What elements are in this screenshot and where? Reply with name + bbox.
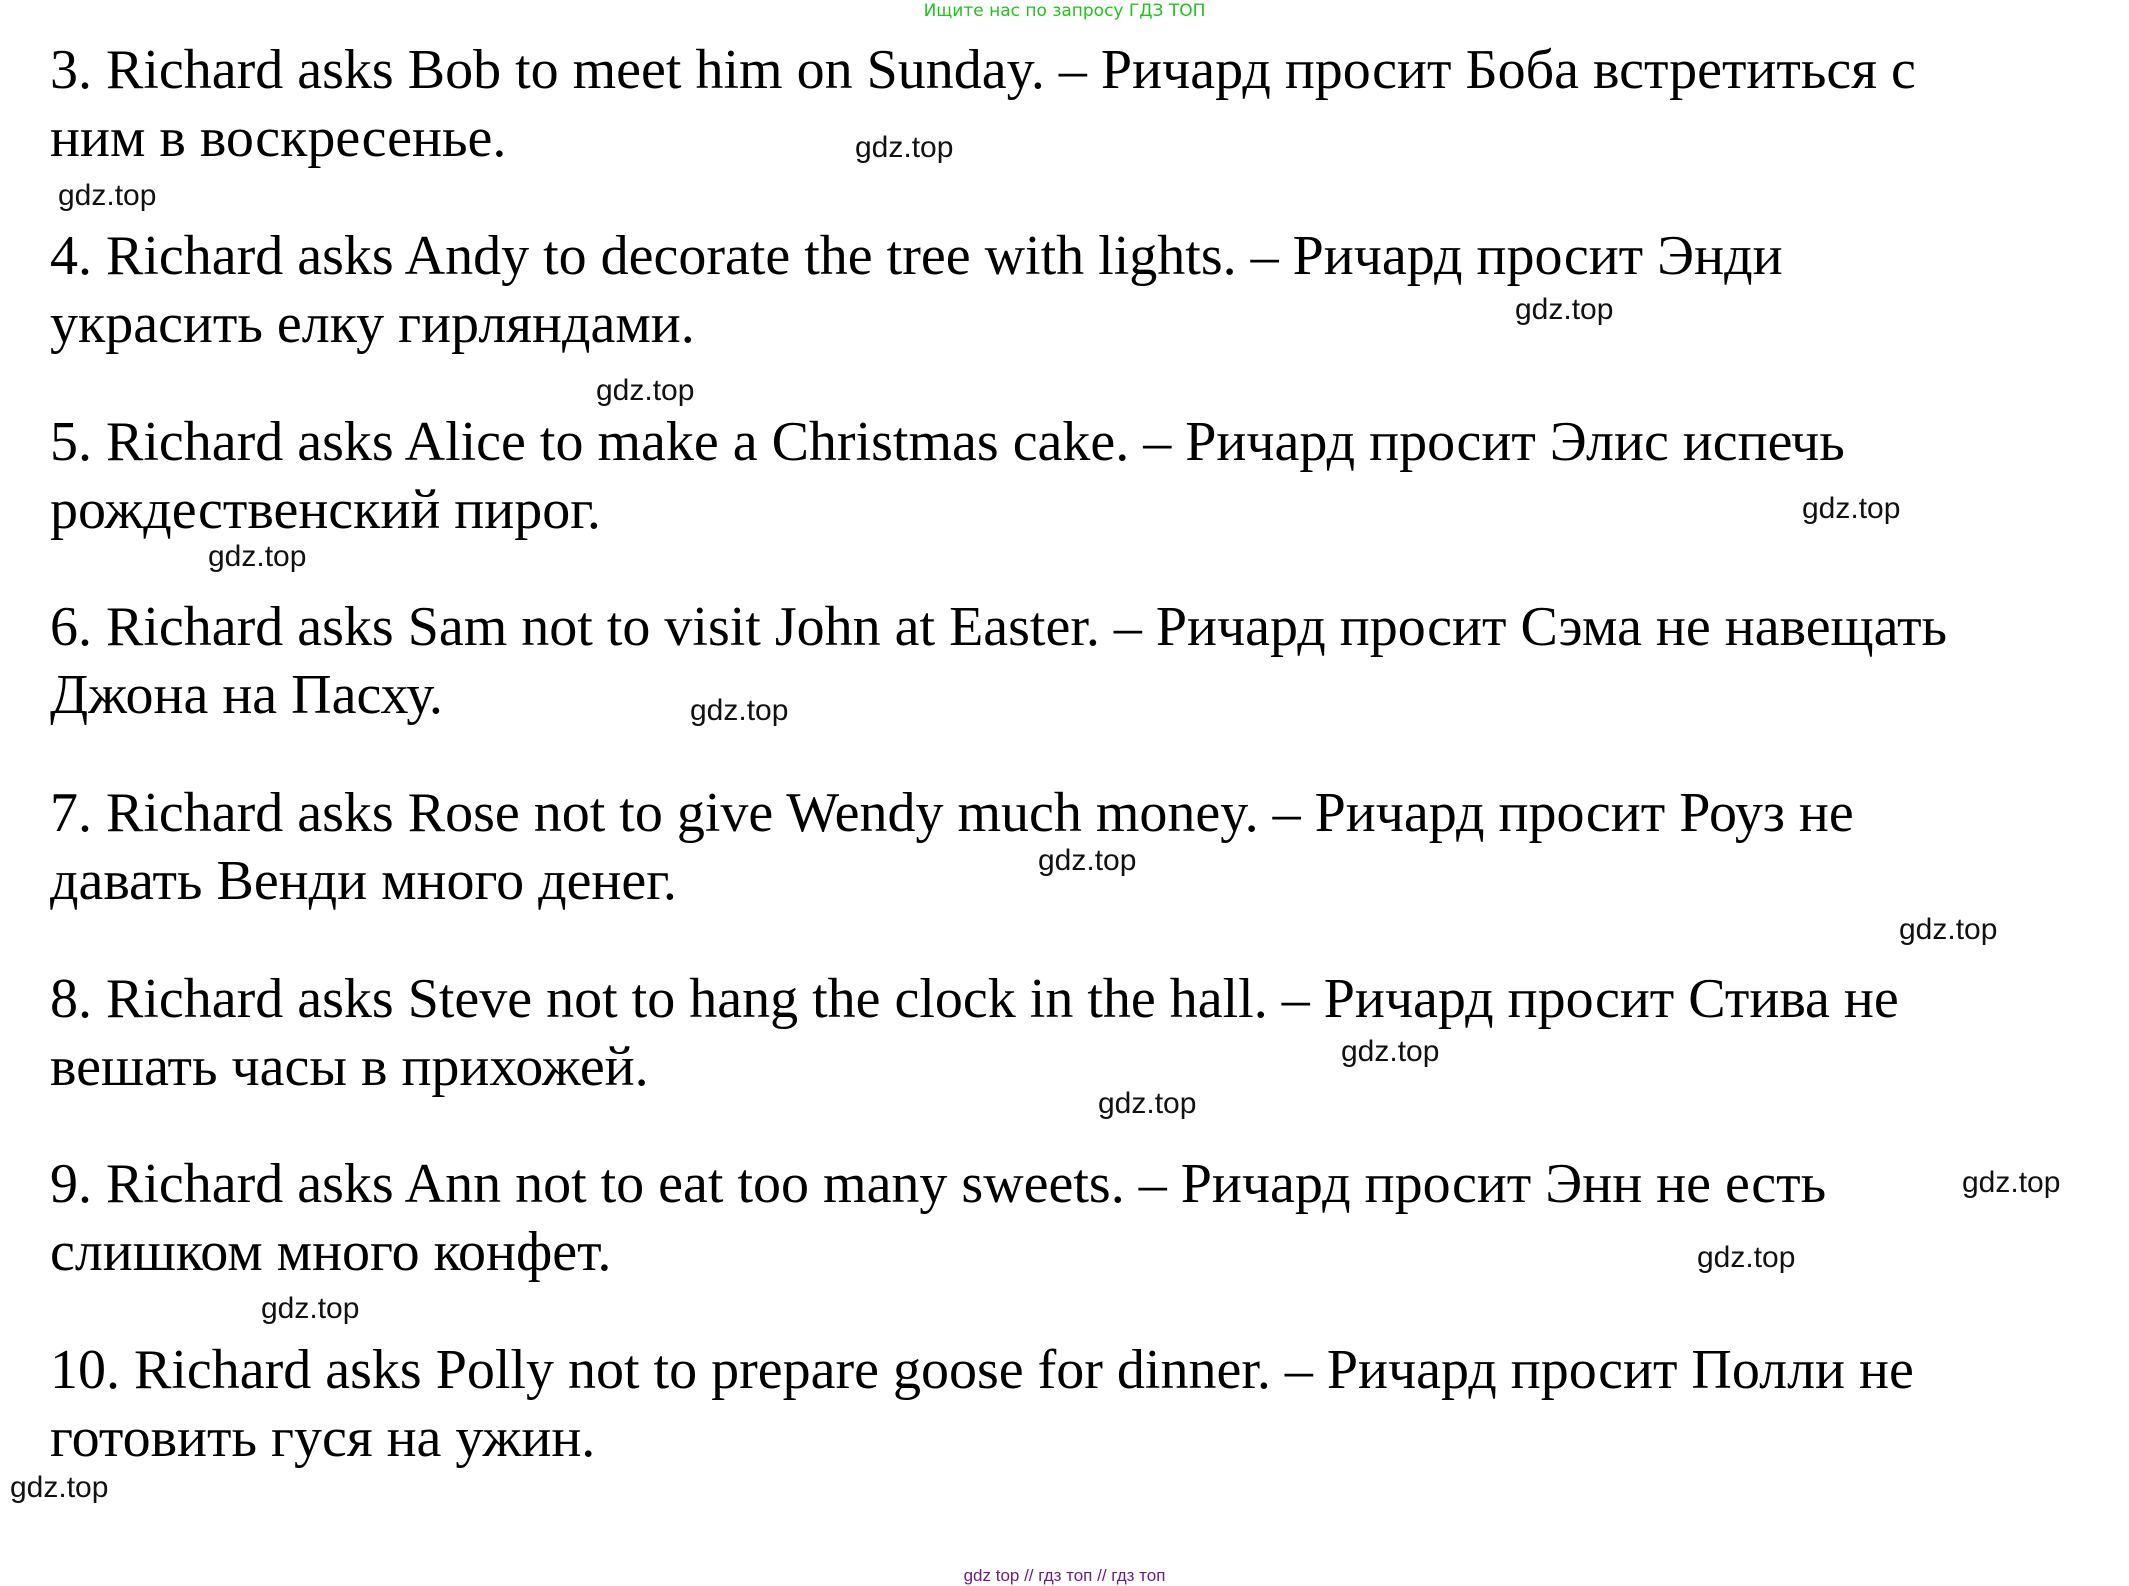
watermark: gdz.top bbox=[10, 1471, 109, 1504]
watermark: gdz.top bbox=[261, 1292, 360, 1325]
sentence-9-line-2: слишком много конфет. bbox=[50, 1221, 612, 1283]
sentence-8-line-2: вешать часы в прихожей. bbox=[50, 1036, 649, 1098]
sentence-3-line-2: ним в воскресенье. bbox=[50, 107, 507, 169]
sentence-10-line-1: 10. Richard asks Polly not to prepare goose for dinner. – Ричард просит Полли не bbox=[50, 1339, 1914, 1401]
watermark: gdz.top bbox=[855, 131, 954, 164]
sentence-4-line-1: 4. Richard asks Andy to decorate the tree with lights. – Ричард просит Энди bbox=[50, 225, 1783, 287]
sentence-9-line-1: 9. Richard asks Ann not to eat too many sweets. – Ричард просит Энн не есть bbox=[50, 1153, 1827, 1215]
watermark: gdz.top bbox=[1515, 293, 1614, 326]
footer-links[interactable]: gdz top // гдз топ // гдз топ bbox=[963, 1566, 1166, 1585]
watermark: gdz.top bbox=[208, 540, 307, 573]
sentence-6-line-2: Джона на Пасху. bbox=[50, 664, 443, 726]
sentence-10-line-2: готовить гуся на ужин. bbox=[50, 1407, 596, 1469]
watermark: gdz.top bbox=[1098, 1087, 1197, 1120]
sentence-6-line-1: 6. Richard asks Sam not to visit John at Easter. – Ричард просит Сэма не навещать bbox=[50, 596, 1948, 658]
watermark: gdz.top bbox=[1038, 844, 1137, 877]
sentence-3-line-1: 3. Richard asks Bob to meet him on Sunday. – Ричард просит Боба встретиться с bbox=[50, 39, 1916, 101]
sentence-8-line-1: 8. Richard asks Steve not to hang the clock in the hall. – Ричард просит Стива не bbox=[50, 968, 1899, 1030]
sentence-5-line-1: 5. Richard asks Alice to make a Christmas cake. – Ричард просит Элис испечь bbox=[50, 411, 1845, 473]
sentence-7-line-2: давать Венди много денег. bbox=[50, 850, 677, 912]
sentence-5-line-2: рождественский пирог. bbox=[50, 479, 601, 541]
watermark: gdz.top bbox=[1962, 1166, 2061, 1199]
watermark: gdz.top bbox=[1341, 1035, 1440, 1068]
sentence-4-line-2: украсить елку гирляндами. bbox=[50, 293, 695, 355]
watermark: gdz.top bbox=[690, 694, 789, 727]
watermark: gdz.top bbox=[1697, 1241, 1796, 1274]
watermark: gdz.top bbox=[1899, 913, 1998, 946]
watermark: gdz.top bbox=[1802, 492, 1901, 525]
watermark: gdz.top bbox=[596, 374, 695, 407]
sentence-7-line-1: 7. Richard asks Rose not to give Wendy much money. – Ричард просит Роуз не bbox=[50, 782, 1854, 844]
search-banner[interactable]: Ищите нас по запросу ГДЗ ТОП bbox=[923, 1, 1206, 21]
watermark: gdz.top bbox=[58, 179, 157, 212]
